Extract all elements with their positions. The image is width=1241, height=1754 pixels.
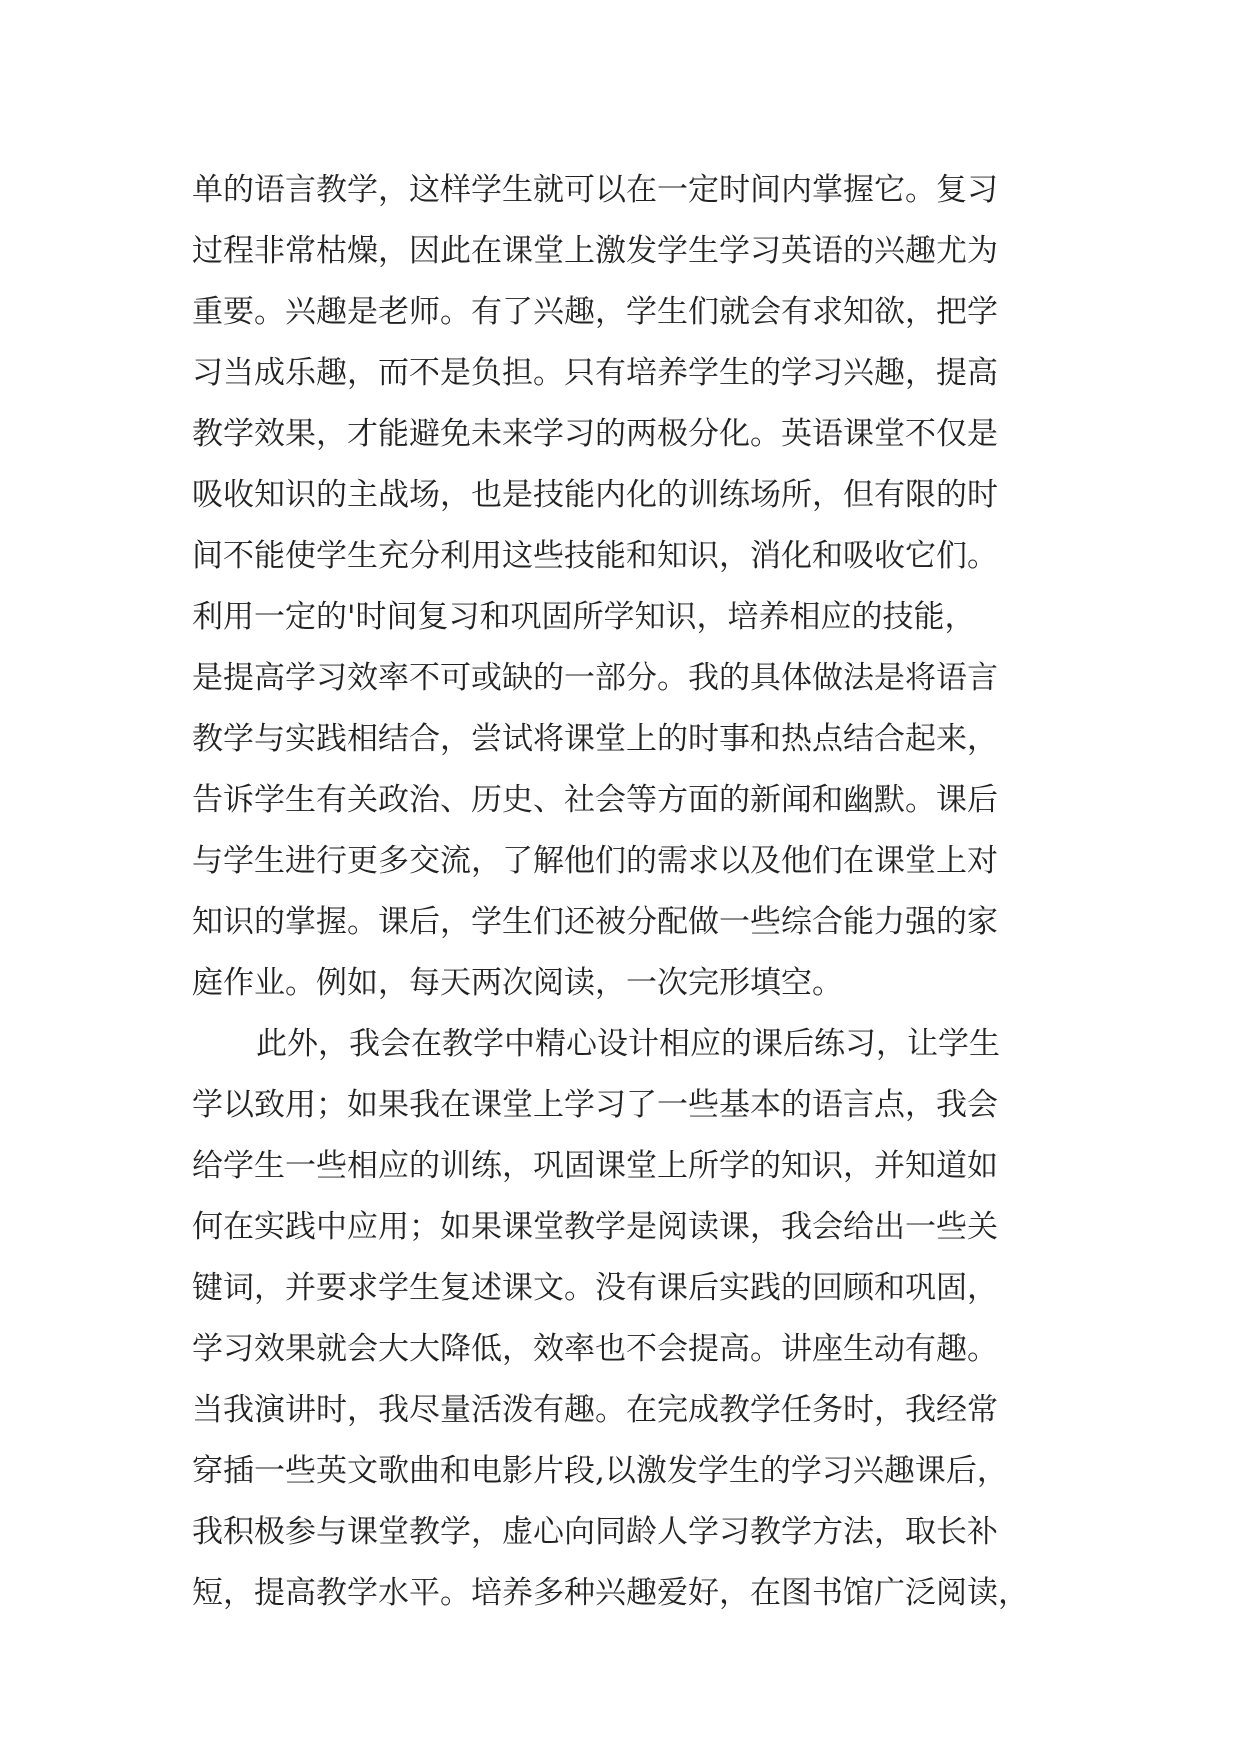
text-line: 学以致用；如果我在课堂上学习了一些基本的语言点，我会 [192,1087,998,1123]
text-line: 何在实践中应用；如果课堂教学是阅读课，我会给出一些关 [192,1209,998,1245]
text-line: 学习效果就会大大降低，效率也不会提高。讲座生动有趣。 [192,1331,998,1367]
text-line: 重要。兴趣是老师。有了兴趣，学生们就会有求知欲，把学 [192,294,998,330]
text-line: 给学生一些相应的训练，巩固课堂上所学的知识，并知道如 [192,1148,998,1184]
text-line: 是提高学习效率不可或缺的一部分。我的具体做法是将语言 [192,660,998,696]
text-line: 吸收知识的主战场，也是技能内化的训练场所，但有限的时 [192,477,998,513]
text-line: 习当成乐趣，而不是负担。只有培养学生的学习兴趣，提高 [192,355,998,391]
text-line: 短，提高教学水平。培养多种兴趣爱好，在图书馆广泛阅读， [192,1575,1029,1611]
paragraph-continued [192,160,1072,1014]
text-line: 教学与实践相结合，尝试将课堂上的时事和热点结合起来， [192,721,998,757]
text-line: 我积极参与课堂教学，虚心向同龄人学习教学方法，取长补 [192,1514,998,1550]
text-line: 键词，并要求学生复述课文。没有课后实践的回顾和巩固， [192,1270,998,1306]
paragraph-second [192,1014,1072,1624]
text-line: 与学生进行更多交流，了解他们的需求以及他们在课堂上对 [192,843,998,879]
text-line: 间不能使学生充分利用这些技能和知识，消化和吸收它们。 [192,538,998,574]
text-line-indented: 此外，我会在教学中精心设计相应的课后练习，让学生 [256,1026,1000,1062]
text-line: 单的语言教学，这样学生就可以在一定时间内掌握它。复习 [192,172,998,208]
document-body [192,160,1072,1624]
text-line: 庭作业。例如，每天两次阅读，一次完形填空。 [192,965,843,1001]
text-line: 告诉学生有关政治、历史、社会等方面的新闻和幽默。课后 [192,782,998,818]
text-line: 知识的掌握。课后，学生们还被分配做一些综合能力强的家 [192,904,998,940]
text-line: 利用一定的'时间复习和巩固所学知识，培养相应的技能， [192,599,976,635]
text-line: 穿插一些英文歌曲和电影片段,以激发学生的学习兴趣课后， [192,1453,1008,1489]
text-line: 过程非常枯燥，因此在课堂上激发学生学习英语的兴趣尤为 [192,233,998,269]
text-line: 当我演讲时，我尽量活泼有趣。在完成教学任务时，我经常 [192,1392,998,1428]
text-line: 教学效果，才能避免未来学习的两极分化。英语课堂不仅是 [192,416,998,452]
